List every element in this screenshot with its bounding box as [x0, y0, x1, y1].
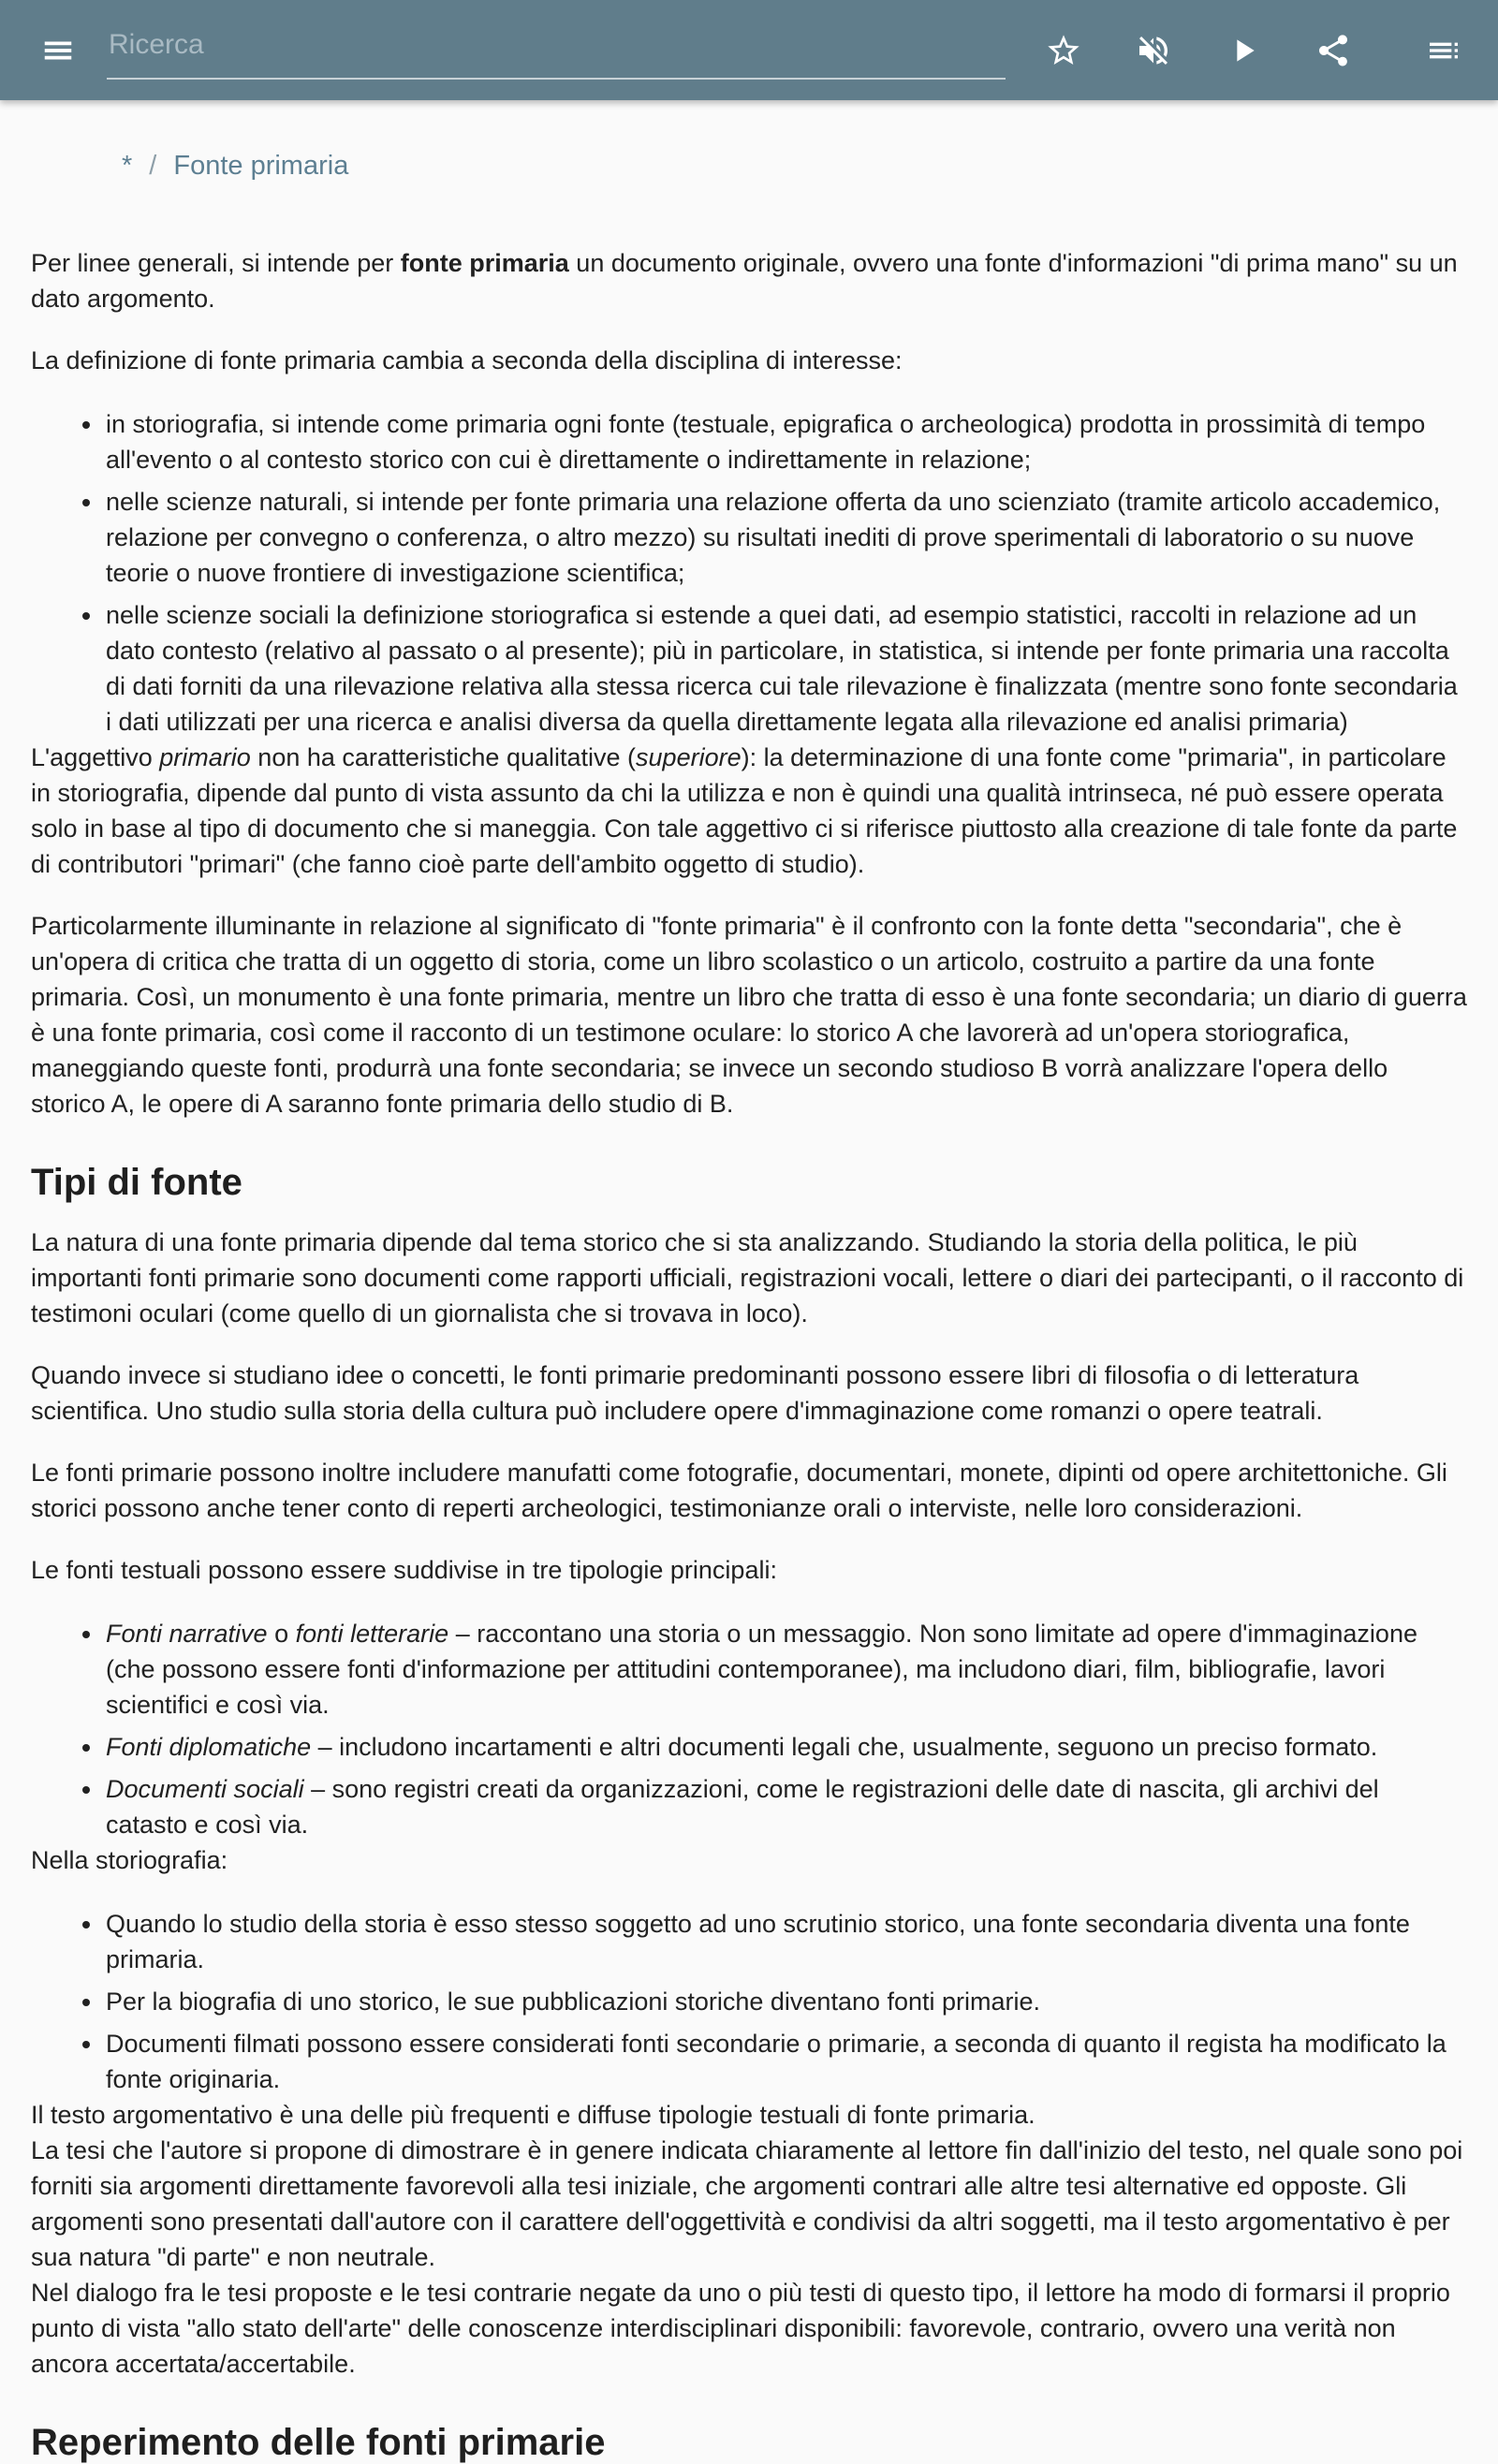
toc-button[interactable] [1421, 28, 1466, 73]
term-italic: fonti letterarie [295, 1620, 449, 1648]
list-item: • nelle scienze naturali, si intende per fonte primaria una relazione offerta da uno scienziato (tramite articolo accademico, relazione per convegno o conferenza, o altro mezzo) su risultati inediti di prove sperimentali di laboratorio o su nuove teorie o nuove frontiere di investigazione scientifica; [104, 484, 1467, 591]
mute-button[interactable] [1131, 28, 1176, 73]
list-item: • in storiografia, si intende come primaria ogni fonte (testuale, epigrafica o archeologica) prodotta in prossimità di tempo all'evento o al contesto storico con cui è direttamente o indirettamente in relazione; [104, 406, 1467, 477]
paragraph-testuali: Le fonti testuali possono essere suddivise in tre tipologie principali: [31, 1556, 777, 1584]
paragraph-intro [31, 245, 1467, 316]
volume-off-icon [1135, 32, 1172, 69]
breadcrumb-separator: / [149, 151, 157, 181]
paragraph-aggettivo [31, 740, 1467, 882]
toc-icon [1425, 32, 1462, 69]
term-italic: Fonti diplomatiche [106, 1733, 312, 1761]
article-body [0, 245, 1498, 2464]
term-text: – sono registri creati da organizzazioni, come le registrazioni delle date di nascita, gli archivi del catasto e così via. [106, 1775, 1379, 1839]
paragraph-testo-argomentativo: Il testo argomentativo è una delle più frequenti e diffuse tipologie testuali di fonte primaria. [31, 2101, 1035, 2129]
paragraph-manufatti: Le fonti primarie possono inoltre includere manufatti come fotografie, documentari, monete, dipinti od opere architettoniche. Gli storici possono anche tener conto di reperti archeologici, testimonianze orali o interviste, nelle loro considerazioni. [31, 1459, 1447, 1522]
breadcrumb-current-page: Fonte primaria [173, 151, 349, 181]
term-italic: Fonti narrative [106, 1620, 268, 1648]
list-item [104, 1771, 1467, 1842]
aggettivo-text: L'aggettivo [31, 743, 160, 771]
favorite-button[interactable] [1041, 28, 1086, 73]
list-item [104, 1729, 1467, 1765]
share-icon [1314, 32, 1352, 69]
menu-button[interactable] [36, 28, 81, 73]
aggettivo-text: non ha caratteristiche qualitative ( [250, 743, 637, 771]
storiografia-list [31, 1906, 1467, 2097]
list-item: • Documenti filmati possono essere considerati fonti secondarie o primarie, a seconda di quanto il regista ha modificato la fonte originaria. [104, 2026, 1467, 2097]
star-outline-icon [1045, 32, 1082, 69]
aggettivo-italic: superiore [636, 743, 742, 771]
paragraph-dialogo: Nel dialogo fra le tesi proposte e le tesi contrarie negate da uno o più testi di questo tipo, il lettore ha modo di formarsi il proprio punto di vista "allo stato dell'arte" delle conoscenze interdisciplinari disponibili: favorevole, contrario, ovvero una verità non ancora accertata/accertabile. [31, 2279, 1450, 2378]
search-input[interactable] [107, 22, 1006, 80]
discipline-list [31, 406, 1467, 740]
intro-text-pre: Per linee generali, si intende per [31, 249, 401, 277]
list-item: • Per la biografia di uno storico, le sue pubblicazioni storiche diventano fonti primarie. [104, 1984, 1467, 2019]
paragraph-tesi: La tesi che l'autore si propone di dimostrare è in genere indicata chiaramente al lettore fin dall'inizio del testo, nel quale sono poi forniti sia argomenti direttamente favorevoli alla tesi iniziale, che argomenti contrari alle altre tesi alternative ed opposte. Gli argomenti sono presentati dall'autore con il carattere dell'oggettività e condivisi da altri soggetti, ma il testo argomentativo è per sua natura "di parte" e non neutrale. [31, 2136, 1463, 2271]
paragraph-definizione: La definizione di fonte primaria cambia a seconda della disciplina di interesse: [31, 346, 903, 374]
intro-term-bold: fonte primaria [400, 249, 569, 277]
term-text: o [267, 1620, 296, 1648]
breadcrumb-root-link[interactable]: * [122, 151, 133, 181]
list-item [104, 1616, 1467, 1723]
list-item: • nelle scienze sociali la definizione storiografica si estende a quei dati, ad esempio statistici, raccolti in relazione ad un dato contesto (relativo al passato o al presente); più in particolare, in statistica, si intende per fonte primaria una raccolta di dati forniti da una rilevazione relativa alla stessa ricerca cui tale rilevazione è finalizzata (mentre sono fonte secondaria i dati utilizzati per una ricerca e analisi diversa da quella direttamente legata alla rilevazione ed analisi primaria) [104, 597, 1467, 740]
tipologie-list [31, 1616, 1467, 1842]
paragraph-confronto: Particolarmente illuminante in relazione al significato di "fonte primaria" è il confronto con la fonte detta "secondaria", che è un'opera di critica che tratta di un oggetto di storia, come un libro scolastico o un articolo, costruito a partire da una fonte primaria. Così, un monumento è una fonte primaria, mentre un libro che tratta di esso è una fonte secondaria; un diario di guerra è una fonte primaria, così come il racconto di un testimone oculare: lo storico A che lavorerà ad un'opera storiografica, maneggiando queste fonti, produrrà una fonte secondaria; se invece un secondo studioso B vorrà analizzare l'opera dello storico A, le opere di A saranno fonte primaria dello studio di B. [31, 912, 1467, 1118]
breadcrumb [0, 100, 1498, 183]
paragraph-idee: Quando invece si studiano idee o concetti, le fonti primarie predominanti possono essere libri di filosofia o di letteratura scientifica. Uno studio sulla storia della cultura può includere opere d'immaginazione come romanzi o opere teatrali. [31, 1361, 1359, 1425]
section-heading-reperimento: Reperimento delle fonti primarie [31, 2422, 606, 2463]
list-item: • Quando lo studio della storia è esso stesso soggetto ad uno scrutinio storico, una fonte secondaria diventa una fonte primaria. [104, 1906, 1467, 1977]
appbar-actions [1041, 28, 1466, 73]
play-icon [1225, 32, 1262, 69]
play-button[interactable] [1221, 28, 1266, 73]
app-bar [0, 0, 1498, 100]
paragraph-storiografia-label: Nella storiografia: [31, 1846, 228, 1874]
share-button[interactable] [1311, 28, 1356, 73]
aggettivo-text: ): la determinazione di una fonte come "primaria", in particolare in storiografia, dipende dal punto di vista assunto da chi la utilizza e non è quindi una qualità intrinseca, né può essere operata solo in base al tipo di documento che si maneggia. Con tale aggettivo ci si riferisce piuttosto alla creazione di tale fonte da parte di contributori "primari" (che fanno cioè parte dell'ambito oggetto di studio). [31, 743, 1458, 878]
term-text: – includono incartamenti e altri documenti legali che, usualmente, seguono un preciso formato. [311, 1733, 1378, 1761]
aggettivo-italic: primario [159, 743, 251, 771]
term-italic: Documenti sociali [106, 1775, 304, 1803]
paragraph-natura: La natura di una fonte primaria dipende dal tema storico che si sta analizzando. Studiando la storia della politica, le più importanti fonti primarie sono documenti come rapporti ufficiali, registrazioni vocali, lettere o diari dei partecipanti, o il racconto di testimoni oculari (come quello di un giornalista che si trovava in loco). [31, 1228, 1464, 1327]
hamburger-icon [40, 33, 76, 68]
term-text: – raccontano una storia o un messaggio. Non sono limitate ad opere d'immaginazione (che possono essere fonti d'informazione per attitudini contemporanee), ma includono diari, film, bibliografie, lavori scientifici e così via. [106, 1620, 1417, 1719]
intro-text-post: un documento originale, ovvero una fonte d'informazioni "di prima mano" su un dato argomento. [31, 249, 1458, 313]
section-heading-tipi-di-fonte: Tipi di fonte [31, 1162, 242, 1203]
